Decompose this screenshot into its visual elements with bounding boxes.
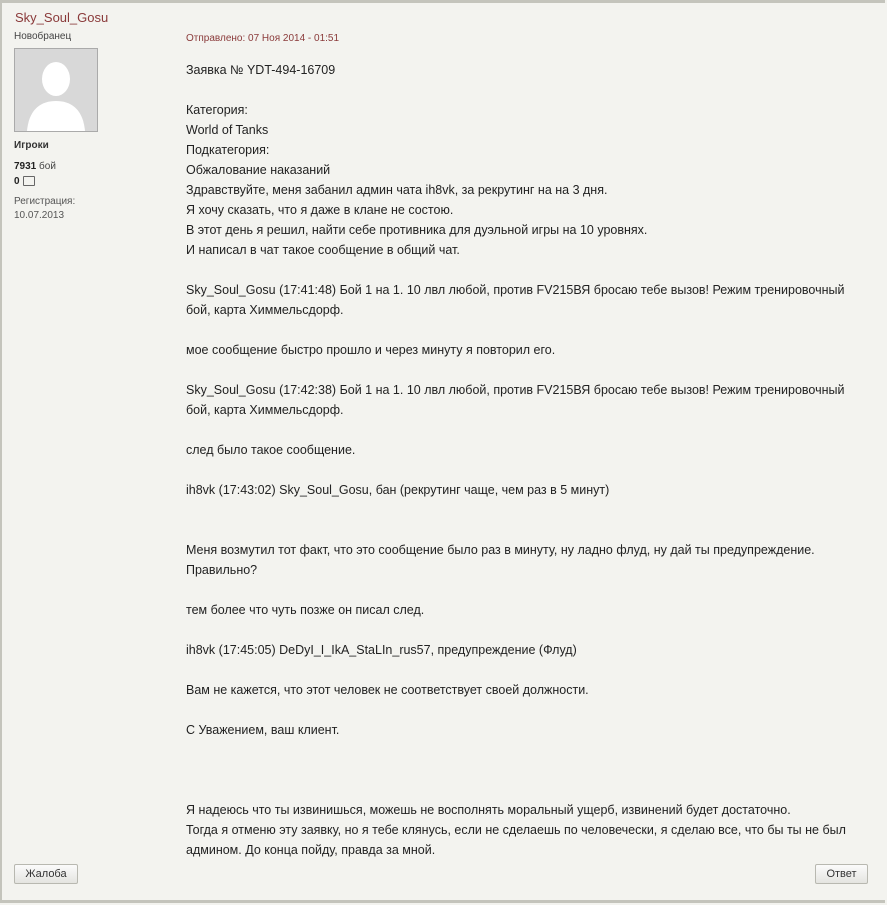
author-battles: [14, 161, 56, 172]
reply-button[interactable]: Ответ: [815, 864, 868, 884]
post-line: В этот день я решил, найти себе противника для дуэльной игры на 10 уровнях.: [186, 223, 648, 237]
battles-label: бой: [39, 161, 56, 172]
post-line: Обжалование наказаний: [186, 163, 331, 177]
post-line: ih8vk (17:43:02) Sky_Soul_Gosu, бан (рекрутинг чаще, чем раз в 5 минут): [186, 483, 610, 497]
post-line: Меня возмутил тот факт, что это сообщение было раз в минуту, ну ладно флуд, ну дай ты предупреждение.: [186, 543, 815, 557]
post-line: [186, 740, 876, 760]
post-line: [186, 500, 876, 520]
post-line: бой, карта Химмельсдорф.: [186, 303, 344, 317]
post-line: [186, 660, 876, 680]
author-rank: Новобранец: [14, 31, 72, 42]
post-line: [186, 700, 876, 720]
post-line: тем более что чуть позже он писал след.: [186, 603, 425, 617]
post-body: [186, 60, 876, 860]
post-line: Sky_Soul_Gosu (17:41:48) Бой 1 на 1. 10 лвл любой, против FV215ВЯ бросаю тебе вызов! Режим тренировочный: [186, 283, 845, 297]
registration-date: 10.07.2013: [14, 210, 65, 221]
post-line: Заявка № YDT-494-16709: [186, 63, 336, 77]
post-line: [186, 520, 876, 540]
author-username[interactable]: Sky_Soul_Gosu: [15, 10, 109, 25]
report-button[interactable]: Жалоба: [14, 864, 78, 884]
post-line: [186, 760, 876, 780]
post-line: Подкатегория:: [186, 143, 270, 157]
post-line: Я надеюсь что ты извинишься, можешь не восполнять моральный ущерб, извинений будет достаточно.: [186, 803, 791, 817]
post-date: Отправлено: 07 Ноя 2014 - 01:51: [186, 33, 340, 44]
post-line: след было такое сообщение.: [186, 443, 356, 457]
post-line: И написал в чат такое сообщение в общий чат.: [186, 243, 460, 257]
post-line: [186, 360, 876, 380]
post-line: Здравствуйте, меня забанил админ чата ih8vk, за рекрутинг на на 3 дня.: [186, 183, 608, 197]
post-line: [186, 620, 876, 640]
post-line: [186, 80, 876, 100]
post-line: [186, 320, 876, 340]
post-line: бой, карта Химмельсдорф.: [186, 403, 344, 417]
post-line: Категория:: [186, 103, 248, 117]
battles-count: 7931: [14, 161, 37, 172]
post-line: С Уважением, ваш клиент.: [186, 723, 340, 737]
post-line: World of Tanks: [186, 123, 269, 137]
registration-label: Регистрация:: [14, 196, 76, 207]
post-line: ih8vk (17:45:05) DeDyI_I_IkA_StaLIn_rus57, предупреждение (Флуд): [186, 643, 577, 657]
post-line: Вам не кажется, что этот человек не соответствует своей должности.: [186, 683, 589, 697]
avatar[interactable]: [14, 48, 98, 132]
post-line: Правильно?: [186, 563, 258, 577]
author-group: Игроки: [14, 140, 49, 151]
post-line: Тогда я отменю эту заявку, но я тебе клянусь, если не сделаешь по человечески, я сделаю все, что бы ты не был: [186, 823, 846, 837]
author-reputation: [14, 176, 35, 187]
post-line: [186, 420, 876, 440]
post-line: [186, 780, 876, 800]
post-line: [186, 260, 876, 280]
reputation-value: 0: [14, 176, 20, 187]
default-avatar-icon: [15, 49, 97, 131]
post-line: [186, 460, 876, 480]
speech-bubble-icon: [23, 176, 35, 186]
post-line: Я хочу сказать, что я даже в клане не состою.: [186, 203, 454, 217]
post-line: админом. До конца пойду, правда за мной.: [186, 843, 436, 857]
post-line: [186, 580, 876, 600]
post-line: Sky_Soul_Gosu (17:42:38) Бой 1 на 1. 10 лвл любой, против FV215ВЯ бросаю тебе вызов! Режим тренировочный: [186, 383, 845, 397]
post-line: мое сообщение быстро прошло и через минуту я повторил его.: [186, 343, 556, 357]
